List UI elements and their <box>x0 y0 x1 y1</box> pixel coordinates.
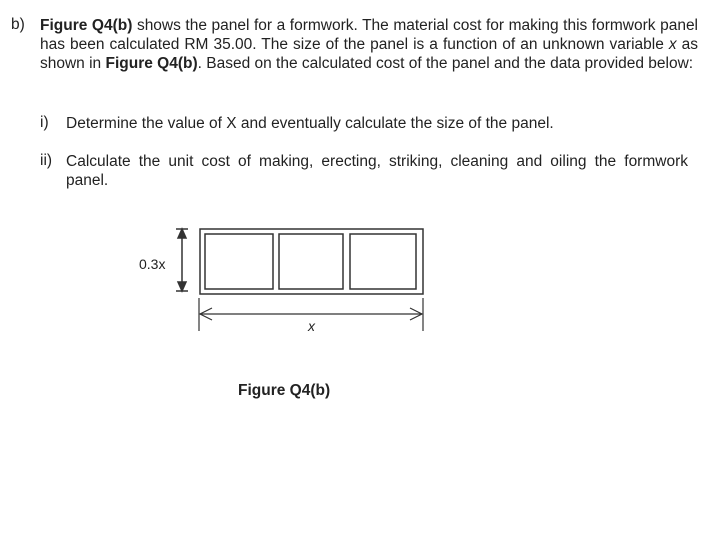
width-label: x <box>308 318 315 334</box>
subquestion-label: ii) <box>40 152 53 169</box>
figure-ref: Figure Q4(b) <box>40 17 133 34</box>
question-label: b) <box>11 16 25 33</box>
panel-outer-frame <box>200 229 423 294</box>
height-dimension <box>176 229 188 291</box>
subquestion-label: i) <box>40 114 49 131</box>
subquestion-text: Determine the value of X and eventually calculate the size of the panel. <box>66 115 554 132</box>
panel-cell <box>350 234 416 289</box>
figure-ref: Figure Q4(b) <box>105 55 198 72</box>
text-span: as shown in <box>40 36 698 72</box>
panel-cell <box>279 234 343 289</box>
figure-caption: Figure Q4(b) <box>238 382 331 399</box>
text-span: . Based on the calculated cost of the panel and the data provided below: <box>197 55 694 72</box>
subquestion-text: Calculate the unit cost of making, erecting, striking, cleaning and oiling the formwork panel. <box>66 153 688 189</box>
variable-x: x <box>668 36 677 53</box>
height-label: 0.3x <box>139 256 166 272</box>
panel-cell <box>205 234 273 289</box>
text-span: shows the panel for a formwork. The material cost for making this formwork panel has been calculated RM 35.00. The size of the panel is a function of an unknown variable <box>40 17 699 53</box>
